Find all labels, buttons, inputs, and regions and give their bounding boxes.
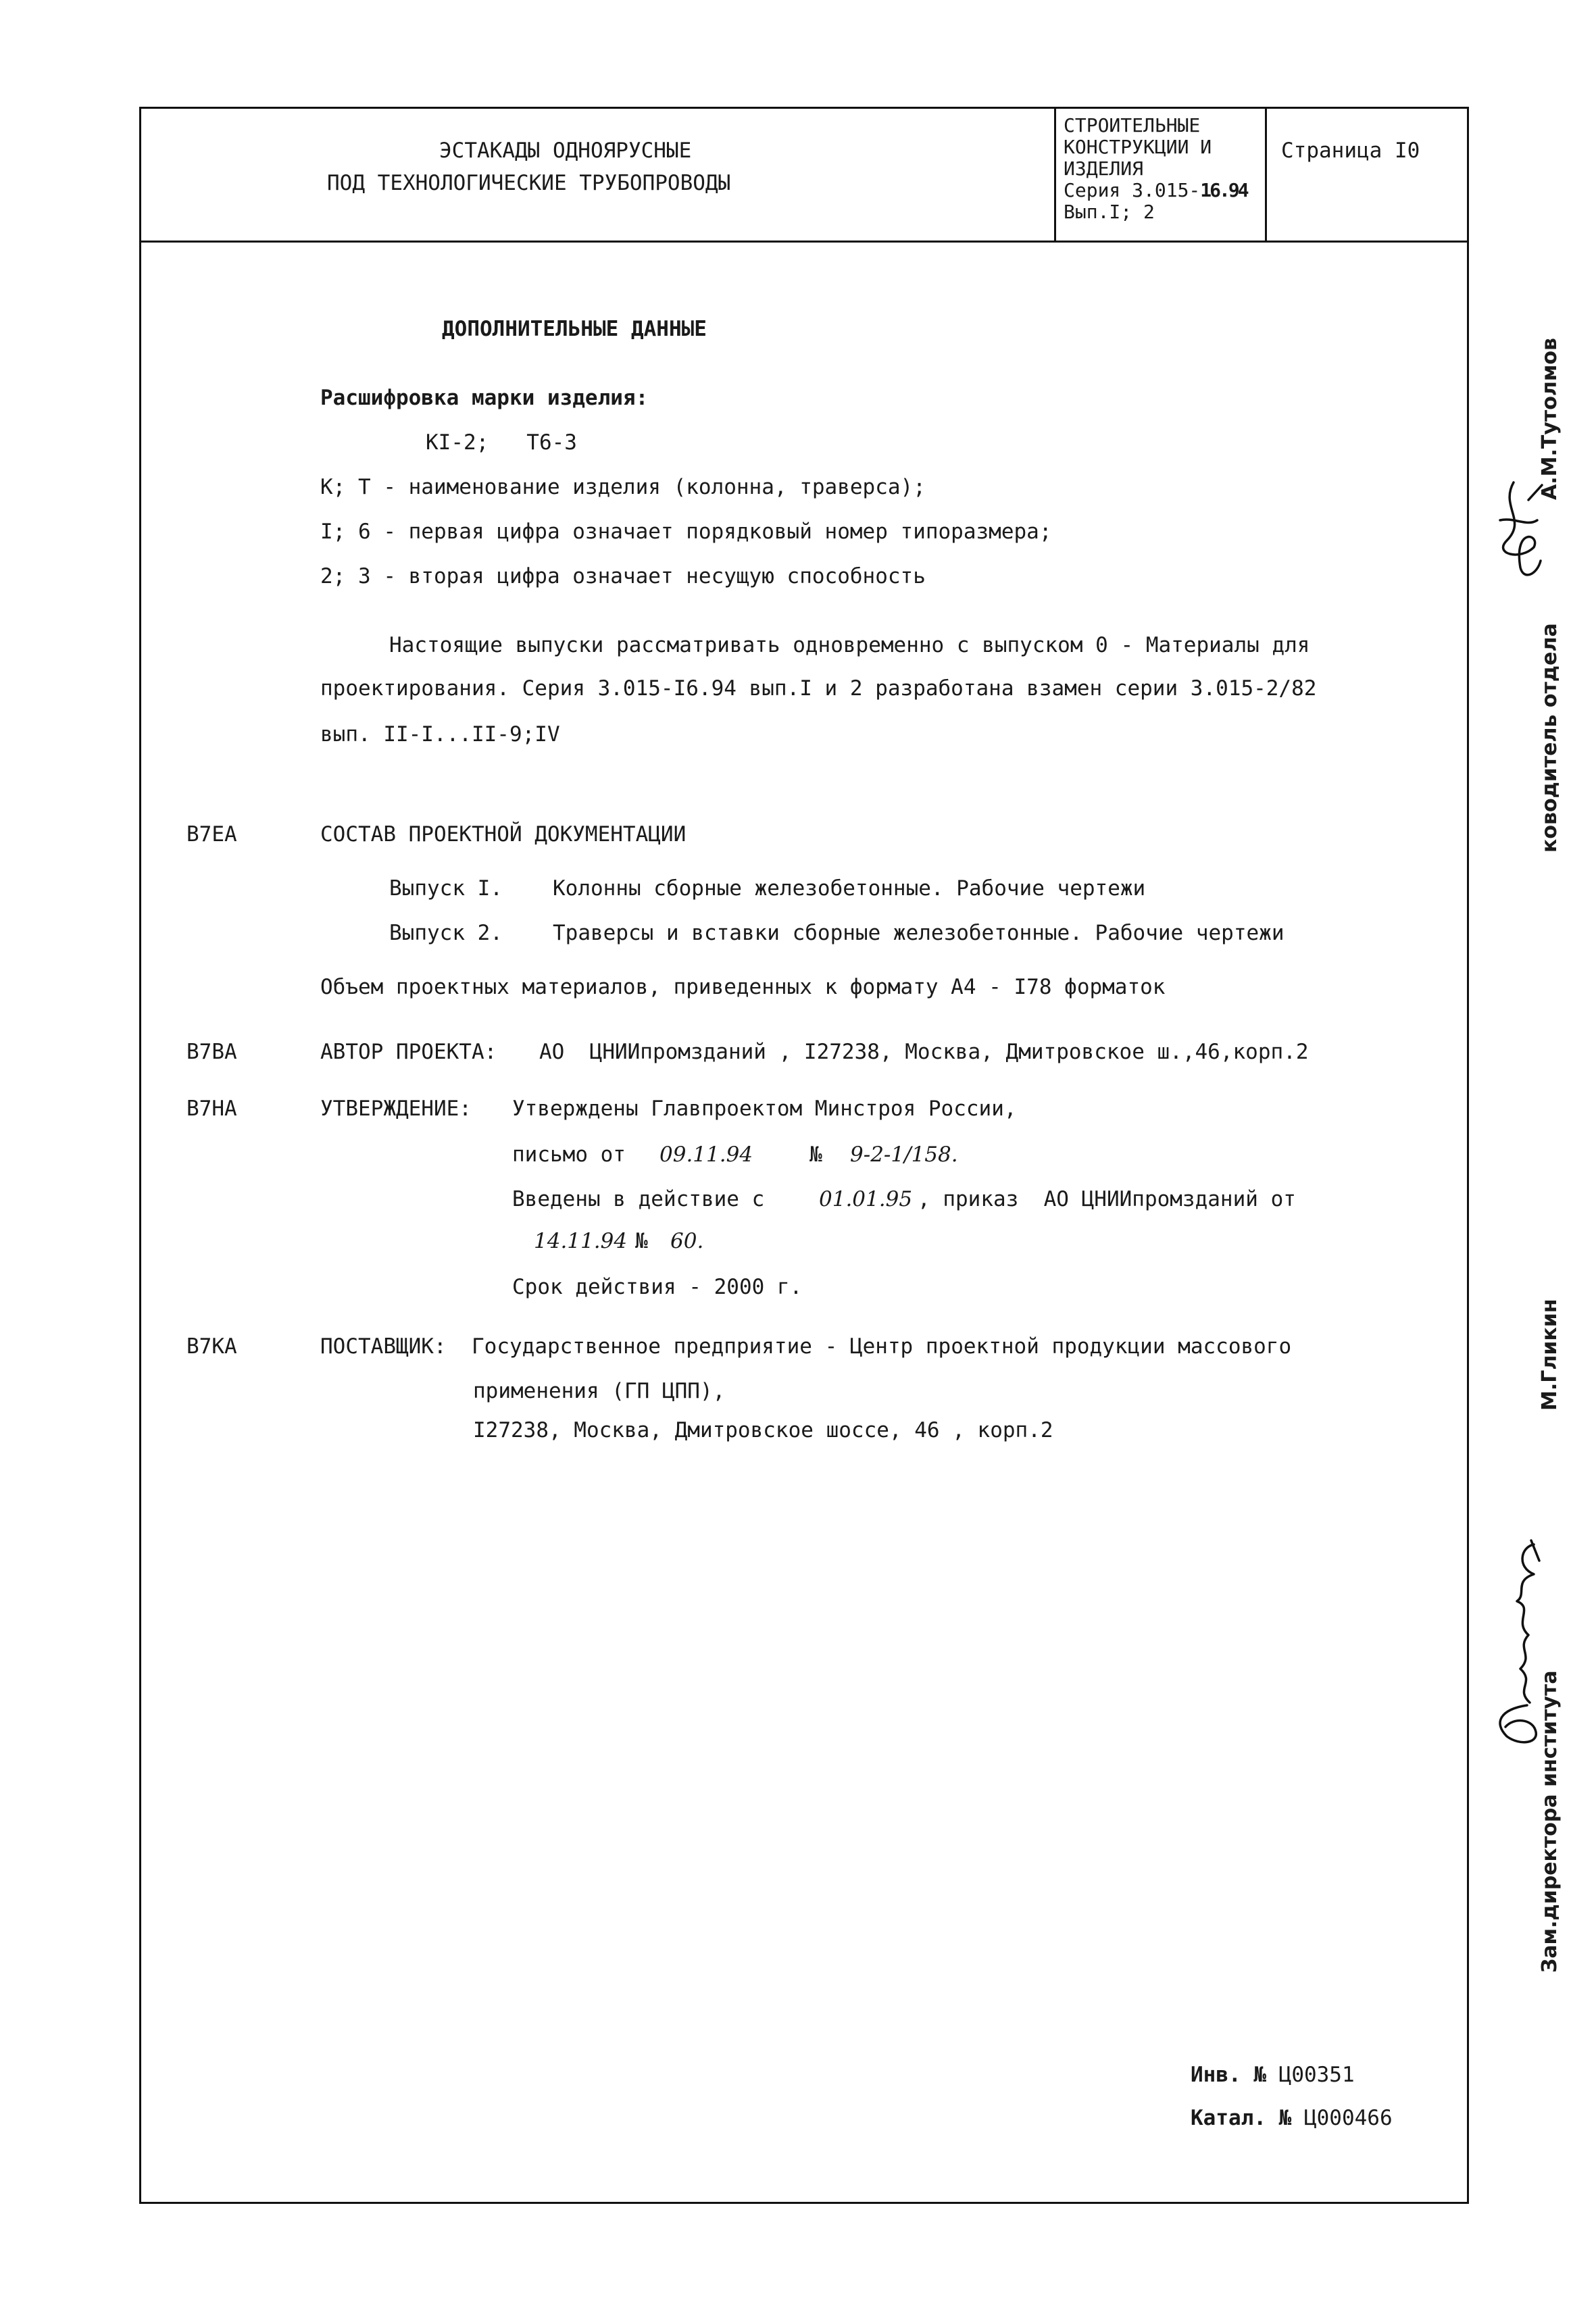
composition-code: В7ЕА <box>186 822 237 847</box>
paragraph-line-3: вып. II-I...II-9;IV <box>320 722 560 747</box>
margin-top-signature-name: А.М.Тутолмов <box>1538 338 1562 500</box>
marking-example: KI-2; T6-3 <box>426 430 577 455</box>
top-signature-scribble <box>1487 480 1547 588</box>
approval-letter-number-sign: № <box>809 1142 822 1167</box>
catalog-number: Ц000466 <box>1303 2106 1393 2130</box>
header-category-line2: КОНСТРУКЦИИ И <box>1064 136 1212 158</box>
composition-title: СОСТАВ ПРОЕКТНОЙ ДОКУМЕНТАЦИИ <box>320 822 687 847</box>
margin-bottom-signature-name: М.Гликин <box>1538 1299 1562 1411</box>
marking-line-2: I; 6 - первая цифра означает порядковый номер типоразмера; <box>320 520 1052 544</box>
approval-enacted-date: 01.01.95 <box>819 1187 913 1211</box>
supplier-line3: I27238, Москва, Дмитровское шоссе, 46 , корп.2 <box>473 1418 1053 1442</box>
approval-order-number: 60. <box>670 1229 704 1253</box>
margin-bottom-signature-text: Зам.директора института <box>1538 1670 1562 1973</box>
header-page <box>1281 138 1420 164</box>
section-heading: ДОПОЛНИТЕЛЬНЫЕ ДАННЫЕ <box>442 317 707 341</box>
document-frame <box>139 107 1469 2204</box>
composition-issue-1-text: Колонны сборные железобетонные. Рабочие чертежи <box>553 876 1146 901</box>
bottom-signature-scribble <box>1487 1540 1547 1750</box>
approval-order-text: , приказ АО ЦНИИпромзданий от <box>918 1187 1296 1211</box>
header-page-number: I0 <box>1394 139 1420 163</box>
inventory-label: Инв. № <box>1191 2063 1266 2087</box>
approval-line1: Утверждены Главпроектом Минстроя России, <box>512 1097 1017 1121</box>
paragraph-line-1: Настоящие выпуски рассматривать одновременно с выпуском 0 - Материалы для <box>389 633 1310 657</box>
header-bottom-rule <box>139 241 1469 243</box>
supplier-line1: Государственное предприятие - Центр проектной продукции массового <box>472 1334 1292 1359</box>
catalog <box>1191 2105 1393 2131</box>
margin-top-signature-text: ководитель отдела <box>1538 623 1562 853</box>
approval-order-number-sign: № <box>635 1229 648 1253</box>
header-issues: Вып.I; 2 <box>1064 201 1155 223</box>
supplier-line2: применения (ГП ЦПП), <box>473 1379 726 1403</box>
approval-label: УТВЕРЖДЕНИЕ: <box>320 1097 472 1121</box>
author-code: В7ВА <box>186 1040 237 1064</box>
catalog-label: Катал. № <box>1191 2106 1292 2130</box>
approval-enacted-label: Введены в действие с <box>512 1187 765 1211</box>
approval-order-date: 14.11.94 <box>534 1229 628 1253</box>
author-text: АО ЦНИИпромзданий , I27238, Москва, Дмитровское ш.,46,корп.2 <box>539 1040 1309 1064</box>
composition-issue-2-text: Траверсы и вставки сборные железобетонные. Рабочие чертежи <box>553 921 1285 945</box>
approval-code: В7НА <box>186 1097 237 1121</box>
header-series <box>1064 180 1247 201</box>
composition-issue-1-label: Выпуск I. <box>389 876 503 901</box>
header-divider-1 <box>1054 107 1056 242</box>
header-series-prefix: Серия 3.015- <box>1064 179 1201 201</box>
header-title-line1: ЭСТАКАДЫ ОДНОЯРУСНЫЕ <box>439 139 692 163</box>
composition-volume: Объем проектных материалов, приведенных к формату А4 - I78 форматок <box>320 975 1166 999</box>
marking-title: Расшифровка марки изделия: <box>320 386 649 410</box>
marking-line-1: К; Т - наименование изделия (колонна, траверса); <box>320 475 926 499</box>
author-label: АВТОР ПРОЕКТА: <box>320 1040 497 1064</box>
header-page-label: Страница <box>1281 139 1382 163</box>
supplier-code: В7КА <box>186 1334 237 1359</box>
header-title-line2: ПОД ТЕХНОЛОГИЧЕСКИЕ ТРУБОПРОВОДЫ <box>327 171 731 195</box>
approval-letter-label: письмо от <box>512 1142 626 1167</box>
header-category-line1: СТРОИТЕЛЬНЫЕ <box>1064 114 1201 136</box>
marking-line-3: 2; 3 - вторая цифра означает несущую способность <box>320 564 926 588</box>
approval-validity: Срок действия - 2000 г. <box>512 1275 803 1299</box>
inventory <box>1191 2062 1355 2088</box>
header-divider-2 <box>1265 107 1267 242</box>
header-series-suffix: 16.94 <box>1200 179 1247 201</box>
inventory-number: Ц00351 <box>1278 2063 1355 2087</box>
header-category-line3: ИЗДЕЛИЯ <box>1064 157 1144 180</box>
composition-issue-2-label: Выпуск 2. <box>389 921 503 945</box>
approval-letter-number: 9-2-1/158. <box>850 1142 958 1167</box>
supplier-label: ПОСТАВЩИК: <box>320 1334 447 1359</box>
paragraph-line-2: проектирования. Серия 3.015-I6.94 вып.I и 2 разработана взамен серии 3.015-2/82 <box>320 676 1317 701</box>
approval-letter-date: 09.11.94 <box>659 1142 753 1167</box>
